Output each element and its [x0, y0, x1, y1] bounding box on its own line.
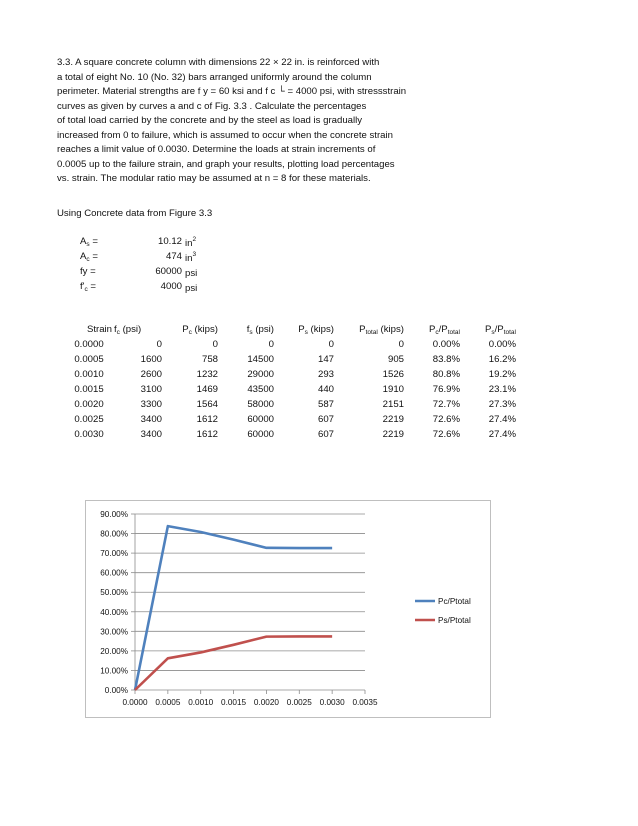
table-cell: 1469 [196, 384, 218, 395]
table-cell: 83.8% [432, 354, 460, 365]
results-table [66, 322, 516, 442]
problem-line: of total load carried by the concrete and by the steel as load is gradually [57, 115, 363, 126]
column-header: $P_s$ (kips) [298, 323, 334, 336]
property-label: $A_s$ = [80, 236, 98, 248]
table-cell: 58000 [247, 399, 274, 410]
x-tick-label: 0.0030 [319, 698, 345, 707]
table-cell: 3400 [140, 414, 162, 425]
table-row [66, 367, 516, 382]
problem-statement [57, 56, 497, 187]
table-cell: 72.7% [432, 399, 460, 410]
series-line-pc [135, 526, 332, 690]
x-tick-label: 0.0010 [188, 698, 214, 707]
problem-line: reaches a limit value of 0.0030. Determine the loads at strain increments of [57, 144, 376, 155]
property-unit: psi [185, 268, 198, 279]
table-cell: 3400 [140, 429, 162, 440]
property-label: $A_c$ = [80, 251, 98, 263]
table-cell: 43500 [247, 384, 274, 395]
table-cell: 3100 [140, 384, 162, 395]
x-tick-label: 0.0005 [155, 698, 181, 707]
table-cell: 27.4% [488, 429, 516, 440]
property-unit: psi [185, 283, 198, 294]
property-value: 10.12 [157, 236, 182, 247]
table-cell: 587 [317, 399, 334, 410]
table-cell: 0 [398, 339, 404, 350]
table-row [66, 352, 516, 367]
table-cell: 0.0015 [74, 384, 104, 395]
table-cell: 440 [317, 384, 334, 395]
table-cell: 0 [328, 339, 334, 350]
table-cell: 19.2% [488, 369, 516, 380]
x-tick-label: 0.0015 [221, 698, 247, 707]
problem-line: increased from 0 to failure, which is assumed to occur when the concrete strain [57, 129, 393, 141]
problem-line: perimeter. Material strengths are f y = 60 ksi and f c └ = 4000 psi, with stressstrain [57, 86, 407, 97]
property-value: 60000 [155, 266, 182, 277]
legend-label: Ps/Ptotal [438, 616, 471, 625]
table-cell: 60000 [247, 414, 274, 425]
table-cell: 758 [201, 354, 218, 365]
property-unit: $in^2$ [185, 236, 197, 249]
using-note: Using Concrete data from Figure 3.3 [57, 208, 213, 219]
table-cell: 72.6% [432, 429, 460, 440]
table-cell: 2219 [382, 414, 404, 425]
table-cell: 1600 [140, 354, 162, 365]
column-header: $f_c$ (psi) [114, 323, 142, 336]
table-cell: 27.3% [488, 399, 516, 410]
table-header-row [66, 322, 516, 337]
table-cell: 905 [387, 354, 404, 365]
y-tick-label: 30.00% [100, 627, 128, 637]
x-tick-label: 0.0000 [122, 698, 148, 707]
table-row [66, 382, 516, 397]
table-cell: 607 [317, 429, 334, 440]
y-tick-label: 20.00% [100, 646, 128, 656]
y-tick-label: 70.00% [100, 549, 128, 559]
table-row [66, 412, 516, 427]
series-line-ps [135, 636, 332, 690]
table-cell: 293 [317, 369, 334, 380]
property-label: fy = [80, 266, 96, 277]
table-cell: 147 [317, 354, 334, 365]
legend-label: Pc/Ptotal [438, 597, 471, 606]
table-cell: 1910 [382, 384, 404, 395]
y-tick-label: 10.00% [100, 666, 128, 676]
y-tick-label: 80.00% [100, 529, 128, 539]
table-cell: 607 [317, 414, 334, 425]
y-tick-label: 40.00% [100, 607, 128, 617]
table-cell: 0.0005 [74, 354, 104, 365]
table-cell: 27.4% [488, 414, 516, 425]
table-cell: 0 [212, 339, 218, 350]
table-cell: 23.1% [488, 384, 516, 395]
column-header: $P_c$ (kips) [182, 323, 218, 336]
table-row [66, 337, 516, 352]
table-cell: 14500 [247, 354, 274, 365]
table-cell: 0.00% [432, 339, 460, 350]
x-tick-label: 0.0035 [352, 698, 378, 707]
property-value: 474 [165, 251, 182, 262]
table-cell: 2600 [140, 369, 162, 380]
problem-line: curves as given by curves a and c of Fig. 3.3 . Calculate the percentages [57, 100, 367, 112]
table-cell: 1232 [196, 369, 218, 380]
column-header: $P_s/P_{total}$ [484, 323, 516, 336]
column-header: $f_s$ (psi) [246, 323, 274, 336]
table-row [66, 397, 516, 412]
y-tick-label: 90.00% [100, 510, 128, 519]
table-cell: 29000 [247, 369, 274, 380]
table-cell: 2151 [382, 399, 404, 410]
table-cell: 3300 [140, 399, 162, 410]
table-cell: 76.9% [432, 384, 460, 395]
problem-line: vs. strain. The modular ratio may be assumed at n = 8 for these materials. [57, 173, 371, 184]
column-header: $P_c/P_{total}$ [428, 323, 460, 336]
table-cell: 0.0020 [74, 399, 104, 410]
table-cell: 16.2% [488, 354, 516, 365]
property-value: 4000 [160, 281, 182, 292]
table-cell: 1526 [382, 369, 404, 380]
table-cell: 60000 [247, 429, 274, 440]
problem-line: a total of eight No. 10 (No. 32) bars arranged uniformly around the column [57, 71, 372, 83]
table-cell: 72.6% [432, 414, 460, 425]
table-cell: 80.8% [432, 369, 460, 380]
x-tick-label: 0.0020 [253, 698, 279, 707]
problem-line: 3.3. A square concrete column with dimensions 22 × 22 in. is reinforced with [57, 57, 380, 68]
column-header: $P_{total}$ (kips) [359, 323, 404, 336]
table-row [66, 427, 516, 442]
column-header: Strain [86, 324, 112, 335]
table-cell: 0 [156, 339, 162, 350]
problem-line: 0.0005 up to the failure strain, and graph your results, plotting load percentages [57, 158, 395, 170]
load-percentage-chart [85, 500, 491, 718]
table-cell: 2219 [382, 429, 404, 440]
x-tick-label: 0.0025 [286, 698, 312, 707]
table-cell: 0.0030 [74, 429, 104, 440]
table-cell: 1564 [196, 399, 218, 410]
y-tick-label: 0.00% [104, 686, 128, 695]
table-cell: 1612 [196, 429, 218, 440]
table-cell: 0.0010 [74, 369, 104, 380]
property-label: $f'_c$ = [80, 281, 97, 293]
y-tick-label: 60.00% [100, 568, 128, 578]
table-cell: 0.0000 [74, 339, 104, 350]
table-cell: 1612 [196, 414, 218, 425]
property-unit: $in^3$ [185, 251, 197, 264]
y-tick-label: 50.00% [100, 588, 128, 598]
table-cell: 0.0025 [74, 414, 104, 425]
table-cell: 0.00% [488, 339, 516, 350]
table-cell: 0 [268, 339, 274, 350]
